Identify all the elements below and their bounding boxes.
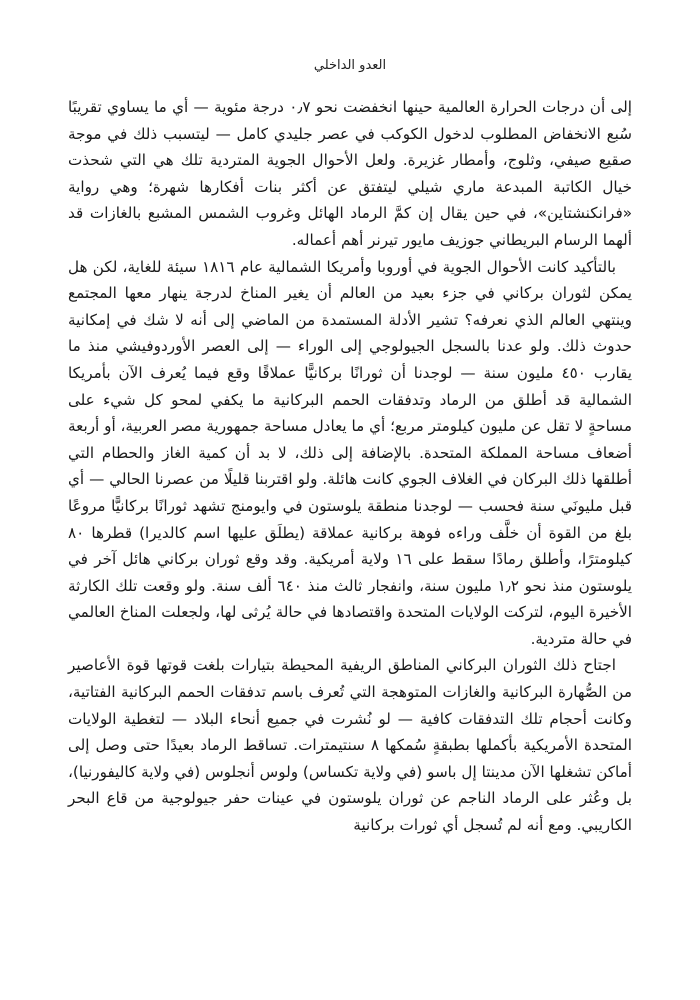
book-page: [68, 0, 632, 1000]
paragraph-1: إلى أن درجات الحرارة العالمية حينها انخفضت نحو ٠٫٧ درجة مئوية — أي ما يساوي تقريبًا سُبع الانخفاض المطلوب لدخول الكوكب في عصر جليدي كامل — ليتسبب ذلك في موجة صقيع صيفي، وثلوج، وأمطار غزيرة. ولعل الأحوال الجوية المتردية تلك هي التي شحذت خيال الكاتبة المبدعة ماري شيلي ليتفتق عن أكثر بنات أفكارها شهرة؛ وهي رواية «فرانكنشتاين»، في حين يقال إن كمَّ الرماد الهائل وغروب الشمس المشبع بالغازات قد ألهما الرسام البريطاني جوزيف مايور تيرنر أهم أعماله.: [68, 98, 633, 249]
body-text: [68, 94, 632, 839]
running-head: العدو الداخلي: [313, 58, 387, 73]
paragraph-3: اجتاح ذلك الثوران البركاني المناطق الريفية المحيطة بتيارات بلغت قوتها قوة الأعاصير من الصُّهارة البركانية والغازات المتوهجة التي تُعرف باسم تدفقات الحمم البركانية الفتاتية، وكانت أحجام تلك التدفقات كافية — لو نُشرت في جميع أنحاء البلاد — لتغطية الولايات المتحدة الأمريكية بأكملها بطبقةٍ سُمكها ٨ سنتيمترات. تساقط الرماد بعيدًا حتى وصل إلى أماكن تشغلها الآن مدينتا إل باسو (في ولاية تكساس) ولوس أنجلوس (في ولاية كاليفورنيا)، بل وعُثر على الرماد الناجم عن ثوران يلوستون في عينات حفر جيولوجية من قاع البحر الكاريبي. ومع أنه لم تُسجل أي ثورات بركانية: [68, 656, 633, 835]
paragraph-2: بالتأكيد كانت الأحوال الجوية في أوروبا وأمريكا الشمالية عام ١٨١٦ سيئة للغاية، لكن هل يمكن لثوران بركاني في جزء بعيد من العالم أن يغير المناخ لدرجة ينهار معها المجتمع وينتهي العالم الذي نعرفه؟ تشير الأدلة المستمدة من الماضي إلى أنه لا شك في إمكانية حدوث ذلك. ولو عدنا بالسجل الجيولوجي إلى الوراء — إلى العصر الأوردوفيشي منذ ما يقارب ٤٥٠ مليون سنة — لوجدنا أن ثورانًا بركانيًّا عملاقًا وقع فيما يُعرف الآن بأمريكا الشمالية قد أطلق من الرماد وتدفقات الحمم البركانية ما يكفي لمحو كل شيء على مساحةٍ لا تقل عن مليون كيلومتر مربع؛ أي ما يعادل مساحة جمهورية مصر العربية، أو أربعة أضعاف مساحة المملكة المتحدة. بالإضافة إلى ذلك، لا بد أن كمية الغاز والحطام التي أطلقها ذلك البركان في الغلاف الجوي كانت هائلة. ولو اقتربنا قليلًا من عصرنا الحالي — أي قبل مليونَي سنة فحسب — لوجدنا منطقة يلوستون في وايومنج تشهد ثورانًا بركانيًّا مروعًا بلغ من القوة أن خلَّف وراءه فوهة بركانية عملاقة (يطلَق عليها اسم كالديرا) قطرها ٨٠ كيلومترًا، وأطلق رمادًا سقط على ١٦ ولاية أمريكية. وقد وقع ثوران بركاني هائل آخر في يلوستون منذ نحو ١٫٢ مليون سنة، وانفجار ثالث منذ ٦٤٠ ألف سنة. ولو وقعت تلك الكارثة الأخيرة اليوم، لتركت الولايات المتحدة واقتصادها في حالة يُرثى لها، ولجعلت المناخ العالمي في حالة متردية.: [68, 257, 632, 648]
